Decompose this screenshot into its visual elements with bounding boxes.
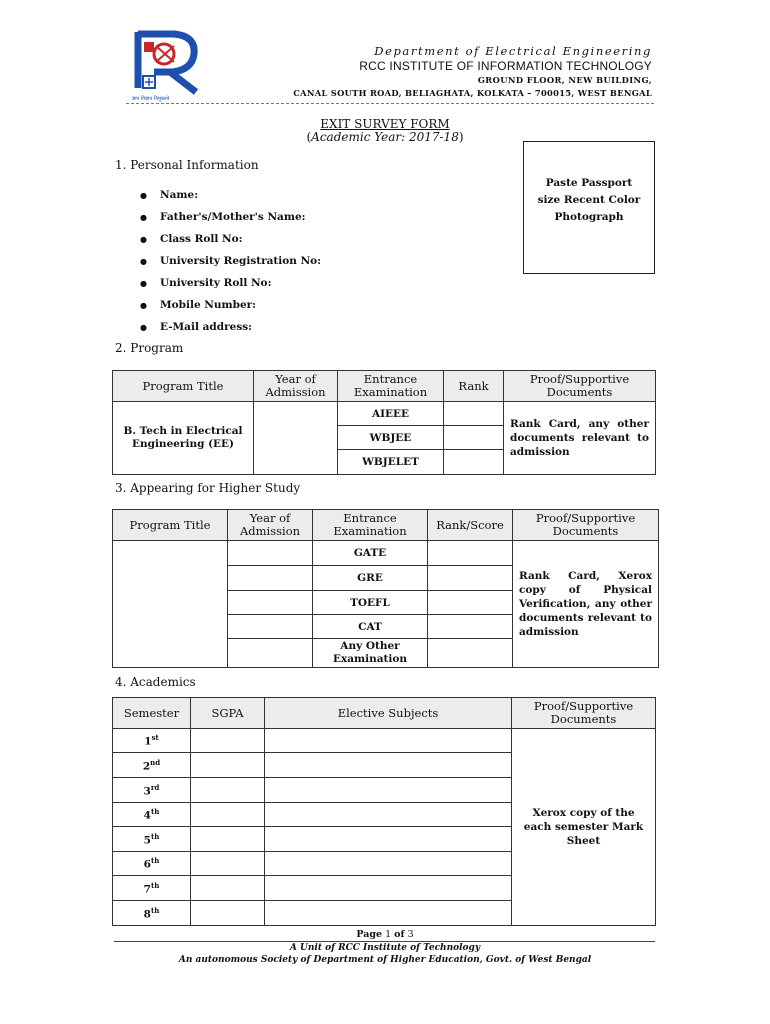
field-registration-label: University Registration No: bbox=[160, 255, 322, 267]
col-elective-subjects: Elective Subjects bbox=[265, 698, 512, 729]
table-header-row bbox=[113, 510, 659, 541]
col-program-title: Program Title bbox=[113, 371, 254, 402]
elective-input-cell[interactable] bbox=[265, 729, 512, 753]
sgpa-input-cell[interactable] bbox=[191, 803, 265, 827]
semester-cell: 7th bbox=[113, 876, 191, 901]
elective-input-cell[interactable] bbox=[265, 901, 512, 926]
table-row bbox=[113, 402, 656, 426]
sgpa-input-cell[interactable] bbox=[191, 753, 265, 778]
semester-cell: 8th bbox=[113, 901, 191, 926]
table-header-row bbox=[113, 371, 656, 402]
photo-placeholder[interactable] bbox=[523, 141, 655, 274]
section-academics-heading: 4. Academics bbox=[115, 675, 196, 689]
form-title: EXIT SURVEY FORM bbox=[320, 117, 450, 131]
footer-divider bbox=[114, 941, 655, 942]
footer-unit-line: A Unit of RCC Institute of Technology bbox=[289, 943, 481, 953]
photo-line-3: Photograph bbox=[554, 211, 624, 223]
header-divider bbox=[126, 103, 654, 104]
elective-input-cell[interactable] bbox=[265, 852, 512, 876]
col-proof: Proof/Supportive Documents bbox=[513, 510, 659, 541]
bullet-icon: ● bbox=[140, 322, 147, 332]
year-input-cell[interactable] bbox=[228, 541, 313, 566]
page-number: Page 1 of 3 bbox=[356, 929, 414, 940]
sgpa-input-cell[interactable] bbox=[191, 852, 265, 876]
bullet-icon: ● bbox=[140, 278, 147, 288]
col-year-admission: Year of Admission bbox=[228, 510, 313, 541]
col-sgpa: SGPA bbox=[191, 698, 265, 729]
proof-cell: Rank Card, any other documents relevant to admission bbox=[504, 402, 656, 475]
field-class-roll-label: Class Roll No: bbox=[160, 233, 243, 245]
semester-cell: 1st bbox=[113, 729, 191, 753]
year-input-cell[interactable] bbox=[228, 615, 313, 639]
exam-cell: GATE bbox=[313, 541, 428, 566]
list-item[interactable] bbox=[140, 228, 321, 250]
table-row bbox=[113, 729, 656, 753]
rank-score-input-cell[interactable] bbox=[428, 541, 513, 566]
proof-cell: Rank Card, Xerox copy of Physical Verification, any other documents relevant to admission bbox=[513, 541, 659, 668]
year-input-cell[interactable] bbox=[228, 591, 313, 615]
sgpa-input-cell[interactable] bbox=[191, 876, 265, 901]
exam-cell: Any Other Examination bbox=[313, 639, 428, 668]
sgpa-input-cell[interactable] bbox=[191, 729, 265, 753]
list-item[interactable] bbox=[140, 206, 321, 228]
department-name: Department of Electrical Engineering bbox=[374, 44, 652, 58]
program-table bbox=[112, 370, 656, 475]
program-title-cell: B. Tech in Electrical Engineering (EE) bbox=[113, 402, 254, 475]
academics-table bbox=[112, 697, 656, 926]
institute-logo bbox=[134, 28, 200, 106]
col-proof: Proof/Supportive Documents bbox=[504, 371, 656, 402]
field-mobile-label: Mobile Number: bbox=[160, 299, 257, 311]
address-line-1: GROUND FLOOR, NEW BUILDING, bbox=[477, 75, 652, 85]
table-header-row bbox=[113, 698, 656, 729]
list-item[interactable] bbox=[140, 272, 321, 294]
rank-score-input-cell[interactable] bbox=[428, 566, 513, 591]
field-email-label: E-Mail address: bbox=[160, 321, 253, 333]
col-semester: Semester bbox=[113, 698, 191, 729]
rank-score-input-cell[interactable] bbox=[428, 639, 513, 668]
rank-input-cell[interactable] bbox=[444, 426, 504, 450]
rank-input-cell[interactable] bbox=[444, 450, 504, 475]
bullet-icon: ● bbox=[140, 256, 147, 266]
table-row bbox=[113, 541, 659, 566]
col-rank: Rank bbox=[444, 371, 504, 402]
list-item[interactable] bbox=[140, 250, 321, 272]
rank-input-cell[interactable] bbox=[444, 402, 504, 426]
semester-cell: 5th bbox=[113, 827, 191, 852]
col-year-admission: Year of Admission bbox=[254, 371, 338, 402]
col-program-title: Program Title bbox=[113, 510, 228, 541]
section-personal-heading: 1. Personal Information bbox=[115, 158, 259, 172]
section-program-heading: 2. Program bbox=[115, 341, 184, 355]
year-input-cell[interactable] bbox=[228, 639, 313, 668]
field-name-label: Name: bbox=[160, 189, 199, 201]
bullet-icon: ● bbox=[140, 234, 147, 244]
sgpa-input-cell[interactable] bbox=[191, 827, 265, 852]
photo-line-1: Paste Passport bbox=[545, 177, 633, 189]
col-proof: Proof/Supportive Documents bbox=[512, 698, 656, 729]
col-entrance-exam: Entrance Examination bbox=[313, 510, 428, 541]
field-university-roll-label: University Roll No: bbox=[160, 277, 272, 289]
exam-cell: CAT bbox=[313, 615, 428, 639]
photo-line-2: size Recent Color bbox=[537, 194, 641, 206]
rank-score-input-cell[interactable] bbox=[428, 615, 513, 639]
section-higher-study-heading: 3. Appearing for Higher Study bbox=[115, 481, 301, 495]
exam-cell: GRE bbox=[313, 566, 428, 591]
exam-cell: WBJEE bbox=[338, 426, 444, 450]
year-input-cell[interactable] bbox=[228, 566, 313, 591]
proof-cell: Xerox copy of the each semester Mark Sheet bbox=[512, 729, 656, 926]
sgpa-input-cell[interactable] bbox=[191, 778, 265, 803]
address-line-2: CANAL SOUTH ROAD, BELIAGHATA, KOLKATA – 700015, WEST BENGAL bbox=[293, 88, 652, 98]
logo-tagline: ज्ञान विज्ञान विमुक्तये bbox=[132, 96, 170, 102]
year-admission-cell[interactable] bbox=[254, 402, 338, 475]
elective-input-cell[interactable] bbox=[265, 827, 512, 852]
elective-input-cell[interactable] bbox=[265, 803, 512, 827]
institute-name: RCC INSTITUTE OF INFORMATION TECHNOLOGY bbox=[359, 59, 652, 73]
bullet-icon: ● bbox=[140, 190, 147, 200]
bullet-icon: ● bbox=[140, 212, 147, 222]
exam-cell: WBJELET bbox=[338, 450, 444, 475]
personal-info-list bbox=[140, 184, 321, 338]
semester-cell: 6th bbox=[113, 852, 191, 876]
sgpa-input-cell[interactable] bbox=[191, 901, 265, 926]
col-rank-score: Rank/Score bbox=[428, 510, 513, 541]
footer-society-line: An autonomous Society of Department of Higher Education, Govt. of West Bengal bbox=[178, 955, 592, 964]
list-item[interactable] bbox=[140, 316, 321, 338]
bullet-icon: ● bbox=[140, 300, 147, 310]
elective-input-cell[interactable] bbox=[265, 753, 512, 778]
academic-year: (Academic Year: 2017-18) bbox=[306, 130, 464, 144]
list-item[interactable] bbox=[140, 184, 321, 206]
elective-input-cell[interactable] bbox=[265, 778, 512, 803]
higher-study-table bbox=[112, 509, 659, 668]
program-title-input-cell[interactable] bbox=[113, 541, 228, 668]
semester-cell: 3rd bbox=[113, 778, 191, 803]
rank-score-input-cell[interactable] bbox=[428, 591, 513, 615]
exam-cell: AIEEE bbox=[338, 402, 444, 426]
semester-cell: 2nd bbox=[113, 753, 191, 778]
list-item[interactable] bbox=[140, 294, 321, 316]
exam-cell: TOEFL bbox=[313, 591, 428, 615]
elective-input-cell[interactable] bbox=[265, 876, 512, 901]
col-entrance-exam: Entrance Examination bbox=[338, 371, 444, 402]
rcc-logo-icon bbox=[134, 28, 200, 106]
semester-cell: 4th bbox=[113, 803, 191, 827]
field-parent-name-label: Father's/Mother's Name: bbox=[160, 211, 306, 223]
